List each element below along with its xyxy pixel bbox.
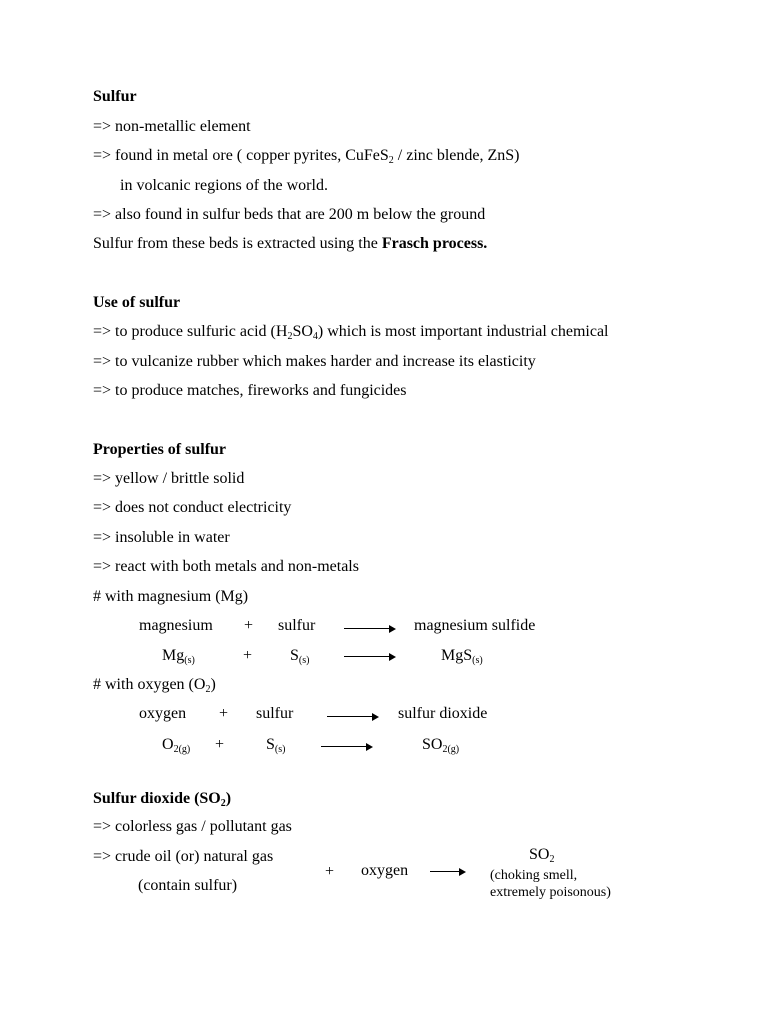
text: MgS (441, 647, 473, 664)
use-line-2: => to vulcanize rubber which makes harder and increase its elasticity (93, 353, 536, 370)
eq-mg-word-plus: + (244, 617, 254, 634)
eq-o2-word-plus: + (219, 705, 229, 722)
text: => found in metal ore ( copper pyrites, CuFeS (93, 147, 389, 164)
so2-note-1: (choking smell, (490, 868, 578, 883)
text: ) (210, 676, 216, 693)
so2-oxygen: oxygen (361, 862, 409, 879)
reaction-arrow-icon (321, 742, 373, 752)
use-line-3: => to produce matches, fireworks and fungicides (93, 382, 407, 399)
section-heading-properties: Properties of sulfur (93, 441, 227, 458)
eq-o2-formula-reactant-1 (162, 735, 190, 755)
text: O (162, 736, 174, 753)
use-line-1 (93, 322, 609, 342)
text: S (266, 736, 275, 753)
eq-mg-word-product: magnesium sulfide (414, 617, 536, 634)
eq-mg-formula-reactant-2 (290, 646, 309, 666)
section-heading-so2 (93, 789, 231, 809)
text: ) which is most important industrial chemical (317, 323, 609, 340)
section-heading-sulfur: Sulfur (93, 88, 137, 105)
text: / zinc blende, ZnS) (393, 147, 520, 164)
eq-o2-formula-reactant-2 (266, 735, 285, 755)
subscript: 2 (287, 331, 293, 342)
properties-line-3: => insoluble in water (93, 529, 230, 546)
sulfur-line-2 (93, 146, 520, 166)
eq-mg-word-reactant-2: sulfur (278, 617, 316, 634)
so2-line-3: (contain sulfur) (138, 877, 238, 894)
subscript: 2 (205, 684, 211, 695)
section-heading-use: Use of sulfur (93, 294, 181, 311)
subscript: (s) (274, 744, 286, 755)
properties-line-1: => yellow / brittle solid (93, 470, 245, 487)
subscript: 2 (549, 854, 555, 865)
sulfur-line-1: => non-metallic element (93, 118, 251, 135)
eq-mg-formula-product (441, 646, 483, 666)
text: # with oxygen (O (93, 676, 206, 693)
eq-mg-word-reactant-1: magnesium (139, 617, 213, 634)
text: SO (292, 323, 313, 340)
so2-plus: + (325, 863, 335, 880)
text: ) (225, 790, 232, 807)
bold-text: Frasch process. (381, 235, 488, 252)
subscript: 2(g) (173, 744, 191, 755)
eq-o2-word-reactant-1: oxygen (139, 705, 187, 722)
eq-o2-word-product: sulfur dioxide (398, 705, 488, 722)
oxygen-heading (93, 675, 216, 695)
subscript: (s) (472, 655, 483, 666)
so2-note-2: extremely poisonous) (490, 885, 611, 900)
properties-line-4: => react with both metals and non-metals (93, 558, 359, 575)
so2-product (529, 845, 554, 865)
sulfur-line-4: => also found in sulfur beds that are 200 m below the ground (93, 206, 486, 223)
eq-o2-word-reactant-2: sulfur (256, 705, 294, 722)
eq-mg-formula-plus: + (243, 647, 253, 664)
reaction-arrow-icon (344, 652, 396, 662)
subscript: (s) (184, 655, 195, 666)
eq-o2-formula-product (422, 735, 459, 755)
text: Sulfur from these beds is extracted using the (93, 235, 382, 252)
text: SO (529, 846, 550, 863)
eq-mg-formula-reactant-1 (162, 646, 195, 666)
so2-line-2: => crude oil (or) natural gas (93, 848, 274, 865)
eq-o2-formula-plus: + (215, 736, 225, 753)
reaction-arrow-icon (327, 712, 379, 722)
sulfur-line-5 (93, 234, 487, 254)
so2-line-1: => colorless gas / pollutant gas (93, 818, 292, 835)
subscript: 2 (220, 798, 226, 809)
subscript: 2(g) (442, 744, 460, 755)
subscript: (s) (298, 655, 310, 666)
magnesium-heading: # with magnesium (Mg) (93, 588, 249, 605)
reaction-arrow-icon (430, 867, 466, 877)
subscript: 2 (388, 155, 394, 166)
subscript: 4 (312, 331, 318, 342)
text: SO (422, 736, 443, 753)
sulfur-line-3: in volcanic regions of the world. (120, 177, 328, 194)
text: Sulfur dioxide (SO (93, 790, 221, 807)
reaction-arrow-icon (344, 624, 396, 634)
text: Mg (162, 647, 185, 664)
text: => to produce sulfuric acid (H (93, 323, 288, 340)
properties-line-2: => does not conduct electricity (93, 499, 292, 516)
text: S (290, 647, 299, 664)
